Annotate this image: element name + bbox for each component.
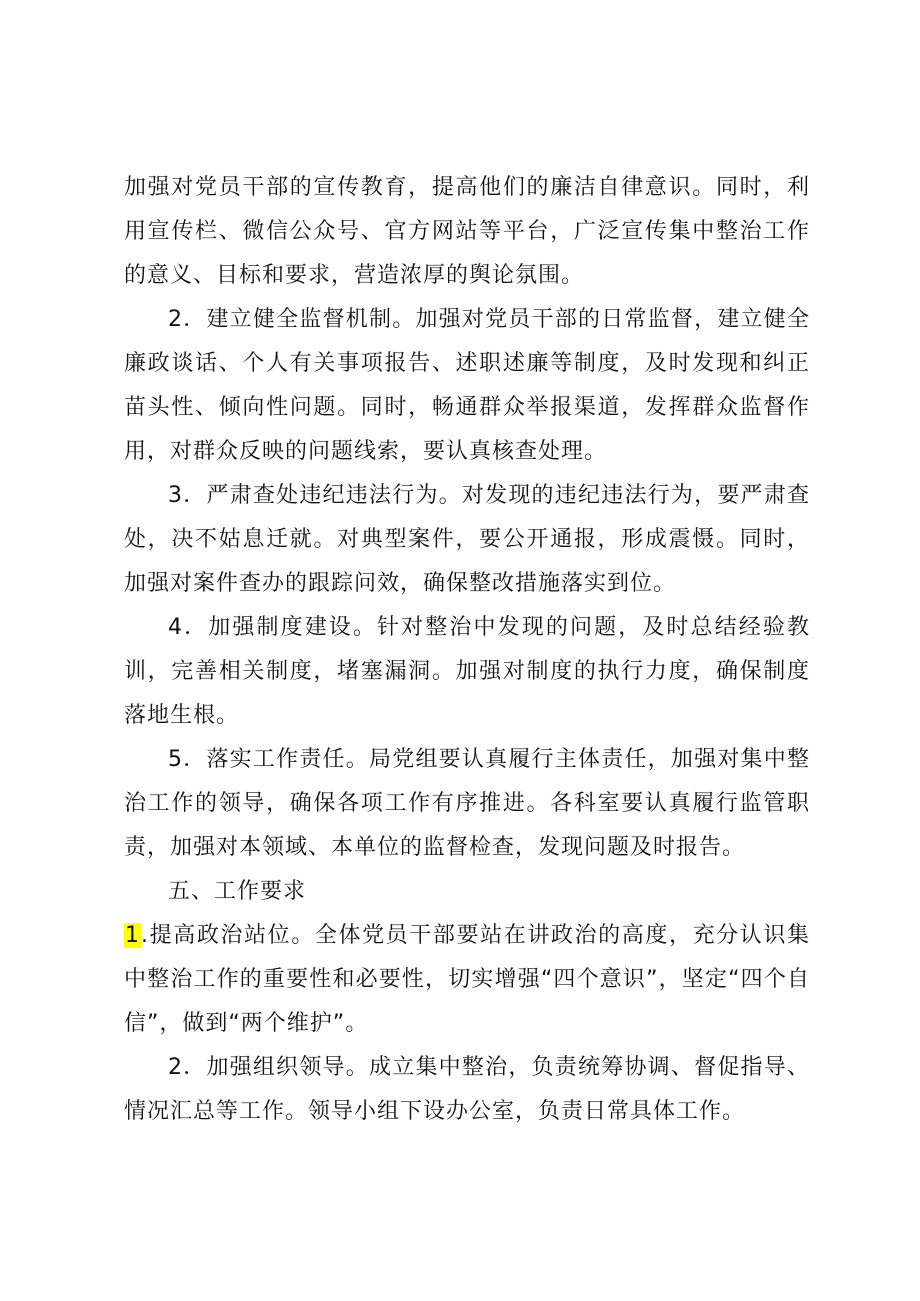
paragraph-requirement-1-text: .提高政治站位。全体党员干部要站在讲政治的高度，充分认识集中整治工作的重要性和必要性，切实增强“四个意识”，坚定“四个自信”，做到“两个维护”。 xyxy=(124,923,810,1036)
paragraph-requirement-2: 2．加强组织领导。成立集中整治，负责统筹协调、督促指导、情况汇总等工作。领导小组下设办公室，负责日常具体工作。 xyxy=(124,1055,810,1124)
paragraph-requirement-1 xyxy=(124,914,810,1046)
paragraph-item-5: 5．落实工作责任。局党组要认真履行主体责任，加强对集中整治工作的领导，确保各项工作有序推进。各科室要认真履行监管职责，加强对本领域、本单位的监督检查，发现问题及时报告。 xyxy=(124,747,810,860)
paragraph-item-3: 3．严肃查处违纪违法行为。对发现的违纪违法行为，要严肃查处，决不姑息迁就。对典型案件，要公开通报，形成震慑。同时，加强对案件查办的跟踪问效，确保整改措施落实到位。 xyxy=(124,483,810,596)
document-body xyxy=(124,166,810,1134)
highlighted-number: 1 xyxy=(125,923,140,948)
paragraph-continuation: 加强对党员干部的宣传教育，提高他们的廉洁自律意识。同时，利用宣传栏、微信公众号、官方网站等平台，广泛宣传集中整治工作的意义、目标和要求，营造浓厚的舆论氛围。 xyxy=(124,175,810,288)
paragraph-item-2: 2．建立健全监督机制。加强对党员干部的日常监督，建立健全廉政谈话、个人有关事项报告、述职述廉等制度，及时发现和纠正苗头性、倾向性问题。同时，畅通群众举报渠道，发挥群众监督作用，对群众反映的问题线索，要认真核查处理。 xyxy=(124,307,810,464)
paragraph-item-4: 4．加强制度建设。针对整治中发现的问题，及时总结经验教训，完善相关制度，堵塞漏洞。加强对制度的执行力度，确保制度落地生根。 xyxy=(124,615,810,728)
section-heading-work-requirements: 五、工作要求 xyxy=(168,879,307,904)
